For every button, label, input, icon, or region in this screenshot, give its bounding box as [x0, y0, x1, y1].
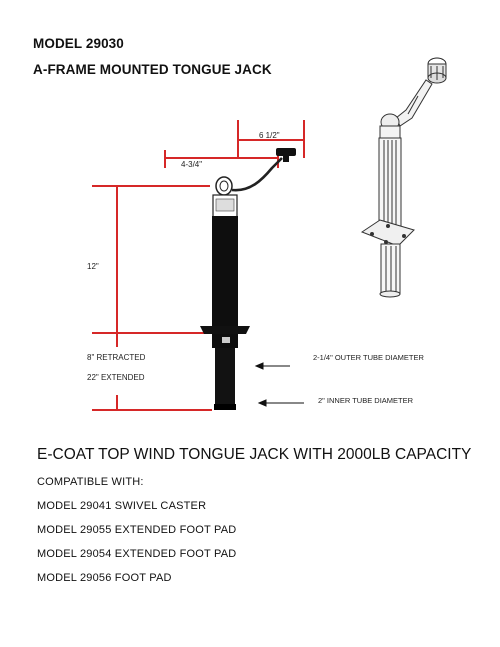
- dim-retracted: 8" RETRACTED: [87, 353, 146, 362]
- dim-width-top: 6 1/2": [259, 131, 280, 140]
- compatible-label: COMPATIBLE WITH:: [37, 476, 144, 488]
- product-subtitle: A-FRAME MOUNTED TONGUE JACK: [33, 62, 272, 77]
- jack-front-view: [200, 148, 296, 410]
- inner-tube-label: 2" INNER TUBE DIAMETER: [318, 396, 414, 405]
- jack-isometric-view: [362, 58, 446, 297]
- compatible-item: MODEL 29054 EXTENDED FOOT PAD: [37, 548, 237, 560]
- product-headline: E-COAT TOP WIND TONGUE JACK WITH 2000LB CAPACITY: [37, 446, 472, 463]
- callout-arrows: [256, 363, 304, 406]
- dim-crank-length: 4-3/4": [181, 160, 203, 169]
- dim-extended: 22" EXTENDED: [87, 373, 145, 382]
- dim-height: 12": [87, 262, 99, 271]
- model-title: MODEL 29030: [33, 36, 124, 51]
- compatible-item: MODEL 29055 EXTENDED FOOT PAD: [37, 524, 237, 536]
- compatible-item: MODEL 29041 SWIVEL CASTER: [37, 500, 207, 512]
- outer-tube-label: 2-1/4" OUTER TUBE DIAMETER: [313, 353, 424, 362]
- compatible-item: MODEL 29056 FOOT PAD: [37, 572, 172, 584]
